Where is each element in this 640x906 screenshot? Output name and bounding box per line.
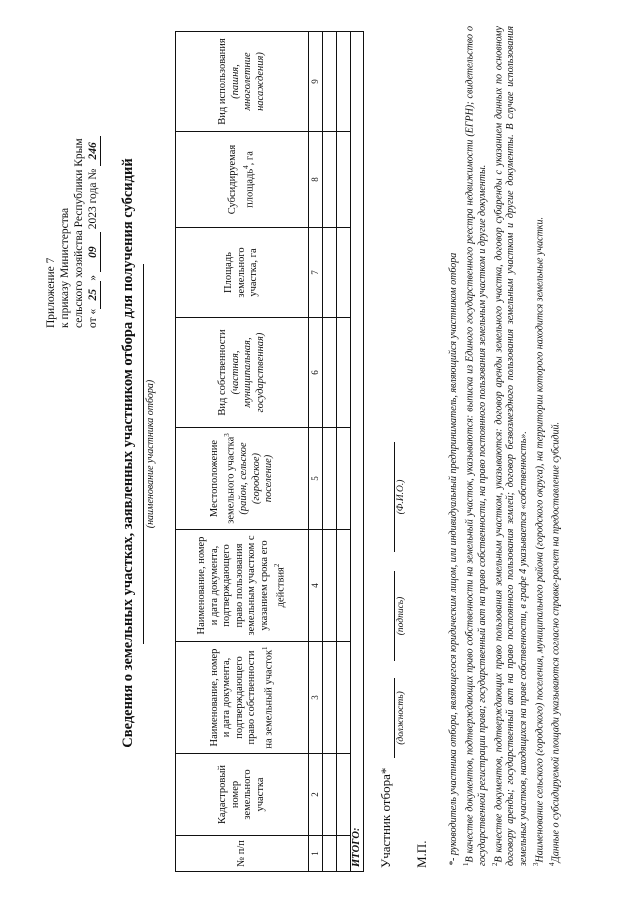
appendix-line-1: Приложение 7 bbox=[45, 257, 57, 328]
column-number: 2 bbox=[309, 754, 323, 836]
participant-name-line bbox=[143, 264, 144, 644]
appendix-header bbox=[44, 28, 101, 328]
date-mid: » bbox=[87, 275, 99, 281]
header-cell-3: Наименование, номер и дата документа, подтверждающего право собственности на земельный участок$^1$ bbox=[176, 642, 309, 754]
table-header-row bbox=[176, 32, 309, 872]
date-month: 09 bbox=[86, 232, 101, 272]
order-number: 246 bbox=[86, 136, 101, 166]
table-cell[interactable] bbox=[322, 642, 336, 754]
column-number-row bbox=[309, 32, 323, 872]
page-title: Сведения о земельных участках, заявленных участником отбора для получения субсидий bbox=[120, 158, 136, 748]
table-cell[interactable] bbox=[336, 530, 350, 642]
table-row bbox=[322, 32, 336, 872]
table-cell[interactable] bbox=[322, 32, 336, 132]
stamp-label: М.П. bbox=[414, 840, 429, 868]
position-caption: (должность) bbox=[396, 691, 406, 745]
date-day: 25 bbox=[86, 281, 101, 309]
column-number: 5 bbox=[309, 428, 323, 530]
column-number: 9 bbox=[309, 32, 323, 132]
header-cell-4: Наименование, номер и дата документа, подтверждающего право пользования земельным участком с указанием срока его действия$^2$ bbox=[176, 530, 309, 642]
header-cell-2: Кадастровый номер земельного участка bbox=[176, 754, 309, 836]
footnote-2: $^2$В качестве документов, подтверждающих право пользования земельным участком, указываются: договор аренды земельного участка, договор субаренды с указанием данных по основному договору аренды; государственный акт на право постоянного пользования землей; договор безвозмездного пользования земельным участком и другие документы. В случае использования земельных участков, находящихся на праве собственности, в графе 4 указывается «собственность». bbox=[490, 26, 529, 866]
footnote-3: $^3$Наименование сельского (городского) поселения, муниципального района (городского округа), на территории которого находится земельные участки. bbox=[531, 217, 546, 866]
column-number: 7 bbox=[309, 228, 323, 318]
table-cell[interactable] bbox=[322, 428, 336, 530]
header-cell-7: Площадь земельного участка, га bbox=[176, 228, 309, 318]
table-cell[interactable] bbox=[336, 642, 350, 754]
date-year: 2023 года № bbox=[87, 168, 99, 230]
header-cell-9: Вид использования (пашня, многолетние насаждения) bbox=[176, 32, 309, 132]
footnote-asterisk: *- руководитель участника отбора, являющегося юридическим лицом, или индивидуальный предприниматель, являющийся участником отбора bbox=[448, 252, 459, 866]
header-cell-5: Местоположение земельного участка$^3$ (район, сельское (городское) поселение) bbox=[176, 428, 309, 530]
table-cell[interactable] bbox=[336, 228, 350, 318]
participant-caption: (наименование участника отбора) bbox=[145, 379, 156, 529]
signature-line[interactable] bbox=[394, 571, 395, 661]
table-row bbox=[336, 32, 350, 872]
name-line[interactable] bbox=[394, 442, 395, 552]
column-number: 3 bbox=[309, 642, 323, 754]
table-cell[interactable] bbox=[336, 32, 350, 132]
table-cell[interactable] bbox=[322, 132, 336, 228]
table-cell[interactable] bbox=[336, 132, 350, 228]
table-cell[interactable] bbox=[322, 530, 336, 642]
footnotes bbox=[448, 26, 563, 866]
signature-caption: (подпись) bbox=[396, 596, 406, 636]
table-cell[interactable] bbox=[322, 228, 336, 318]
table-cell[interactable] bbox=[322, 318, 336, 428]
land-plots-table bbox=[175, 31, 364, 872]
header-cell-6: Вид собственности (частная, муниципальная, государственная) bbox=[176, 318, 309, 428]
total-label: ИТОГО: bbox=[350, 32, 364, 872]
name-caption: (Ф.И.О.) bbox=[396, 479, 406, 515]
appendix-line-3: сельского хозяйства Республики Крым bbox=[73, 138, 85, 328]
table-cell[interactable] bbox=[322, 836, 336, 872]
participant-label: Участник отбора* bbox=[378, 767, 393, 868]
column-number: 1 bbox=[309, 836, 323, 872]
table-cell[interactable] bbox=[336, 754, 350, 836]
footnote-1: $^1$В качестве документов, подтверждающих право собственности на земельный участок, указываются: выписка из Единого государственного реестра недвижимости (ЕГРН); свидетельство о государственной регистрации права; государственный акт на право собственности, на право постоянного пользования земельным участком и другие документы. bbox=[462, 26, 488, 866]
total-row bbox=[350, 32, 364, 872]
header-cell-8: Субсидируемая площадь$^4$, га bbox=[176, 132, 309, 228]
appendix-line-2: к приказу Министерства bbox=[59, 207, 71, 328]
table-cell[interactable] bbox=[336, 318, 350, 428]
position-line[interactable] bbox=[394, 678, 395, 758]
column-number: 4 bbox=[309, 530, 323, 642]
table-cell[interactable] bbox=[322, 754, 336, 836]
column-number: 6 bbox=[309, 318, 323, 428]
date-prefix: от « bbox=[87, 308, 99, 328]
table-cell[interactable] bbox=[336, 428, 350, 530]
column-number: 8 bbox=[309, 132, 323, 228]
header-cell-1: № п/п bbox=[176, 836, 309, 872]
order-date-line bbox=[86, 28, 101, 328]
table-cell[interactable] bbox=[336, 836, 350, 872]
footnote-4: $^4$Данные о субсидируемой площади указываются согласно справке-расчет на предоставление субсидий. bbox=[548, 422, 562, 866]
